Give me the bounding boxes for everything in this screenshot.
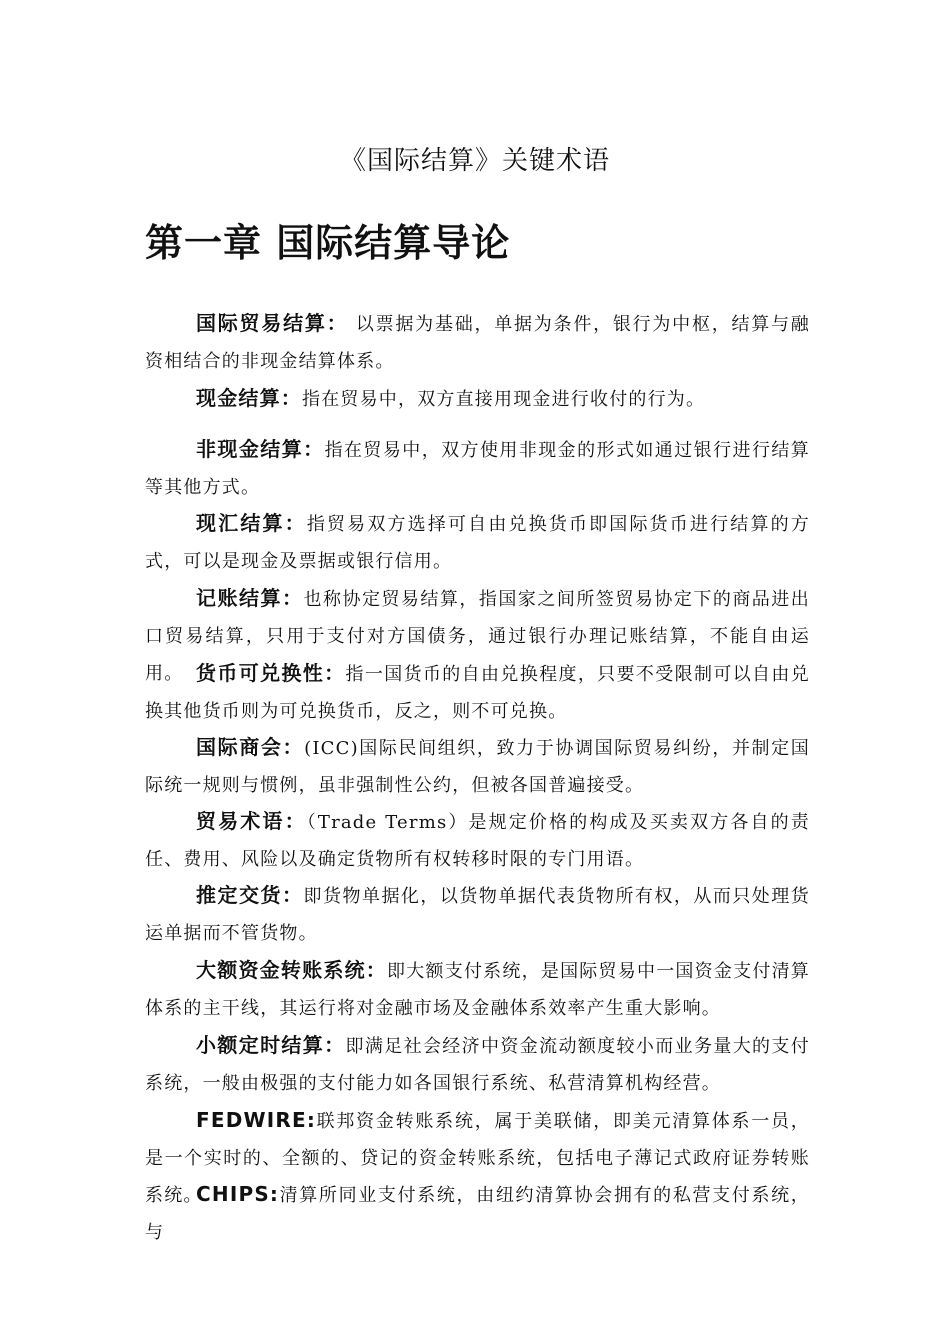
- term-entry: [145, 505, 810, 580]
- term-label: 推定交货：: [196, 883, 304, 907]
- term-definition: （Trade Terms）是规定价格的构成及买卖双方各自的责任、费用、风险以及确定货物所有权转移时限的专门用语。: [145, 812, 810, 870]
- term-entry: [145, 729, 810, 804]
- term-entry: [145, 431, 810, 506]
- term-definition: 即货物单据化，以货物单据代表货物所有权，从而只处理货运单据而不管货物。: [145, 886, 810, 944]
- term-definition: 指一国货币的自由兑换程度，只要不受限制可以自由兑换其他货币则为可兑换货币，反之，则不可兑换。: [145, 664, 810, 722]
- term-entry: [145, 380, 810, 418]
- term-label: 现金结算：: [196, 386, 302, 410]
- term-label: 贸易术语：: [196, 809, 307, 833]
- chapter-heading: 第一章 国际结算导论: [145, 221, 511, 265]
- term-label: 国际贸易结算：: [196, 311, 349, 335]
- term-label: FEDWIRE:: [196, 1108, 317, 1132]
- term-entry: [145, 877, 810, 952]
- term-label: 非现金结算：: [196, 437, 325, 461]
- term-definition: 也称协定贸易结算，指国家之间所签贸易协定下的商品进出口贸易结算，只用于支付对方国债务，通过银行办理记账结算，不能自由运用。: [145, 589, 810, 684]
- term-label: 记账结算：: [196, 586, 304, 610]
- term-label: CHIPS:: [196, 1182, 280, 1206]
- term-label: 国际商会：: [196, 735, 305, 759]
- term-definition: 指在贸易中，双方使用非现金的形式如通过银行进行结算等其他方式。: [145, 440, 810, 498]
- term-definition: 以票据为基础，单据为条件，银行为中枢，结算与融资相结合的非现金结算体系。: [145, 314, 810, 372]
- term-entry: [145, 952, 810, 1027]
- term-entry: [145, 1176, 810, 1251]
- term-definition: 即大额支付系统，是国际贸易中一国资金支付清算体系的主干线，其运行将对金融市场及金融体系效率产生重大影响。: [145, 961, 810, 1019]
- term-entry: [145, 803, 810, 878]
- term-definition: 联邦资金转账系统，属于美联储，即美元清算体系一员，是一个实时的、全额的、贷记的资金转账系统，包括电子薄记式政府证券转账系统。: [145, 1111, 810, 1206]
- term-label: 现汇结算：: [196, 511, 307, 535]
- term-entry: [145, 305, 810, 380]
- term-label: 货币可兑换性：: [196, 661, 346, 685]
- term-entry: [145, 655, 810, 730]
- term-definition: 指贸易双方选择可自由兑换货币即国际货币进行结算的方式，可以是现金及票据或银行信用。: [145, 514, 810, 572]
- term-definition: (ICC)国际民间组织，致力于协调国际贸易纠纷，并制定国际统一规则与惯例，虽非强制性公约，但被各国普遍接受。: [145, 738, 810, 796]
- term-definition: 指在贸易中，双方直接用现金进行收付的行为。: [302, 389, 706, 410]
- document-title: 《国际结算》关键术语: [339, 146, 610, 176]
- term-entry: [145, 1027, 810, 1102]
- term-definition: 清算所同业支付系统，由纽约清算协会拥有的私营支付系统，与: [145, 1185, 810, 1243]
- term-label: 大额资金转账系统：: [196, 958, 388, 982]
- term-definition: 即满足社会经济中资金流动额度较小而业务量大的支付系统，一般由极强的支付能力如各国银行系统、私营清算机构经营。: [145, 1036, 810, 1094]
- term-label: 小额定时结算：: [196, 1033, 346, 1057]
